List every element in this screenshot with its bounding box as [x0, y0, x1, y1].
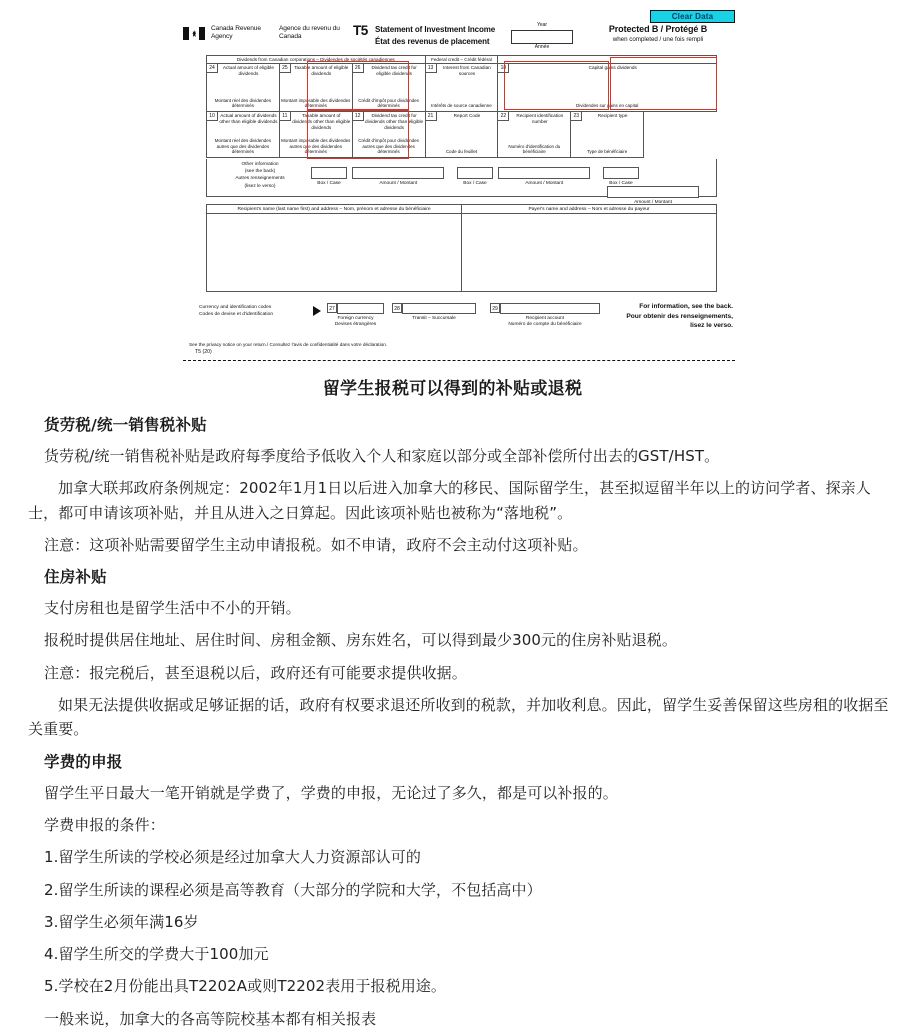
list-item: 4.留学生所交的学费大于100加元 [44, 945, 269, 964]
other-info-pair-1 [311, 167, 444, 186]
other-info-pair-2 [457, 167, 590, 186]
box-label-fr: Montant imposable des dividendes autres que des dividendes déterminés [281, 138, 351, 155]
year-label-en: Year [536, 22, 548, 28]
paragraph: 报税时提供居住地址、居住时间、房租金额、房东姓名，可以得到最少300元的住房补贴退税。 [44, 631, 677, 650]
box-label-en: Capital gains dividends [588, 65, 637, 70]
arrow-right-icon [313, 306, 321, 316]
box-label-fr: Intérêts de source canadienne [431, 103, 492, 109]
list-item: 3.留学生必须年满16岁 [44, 912, 199, 931]
box-label-fr: Dividendes sur gains en capital [576, 103, 639, 109]
field-28-group [392, 303, 476, 322]
other-info-amount-caption: Amount / Montant [379, 180, 418, 186]
paragraph: 留学生平日最大一笔开销就是学费了，学费的申报，无论过了多久，都是可以补报的。 [44, 783, 618, 802]
other-info-amount-input-1[interactable] [352, 167, 444, 179]
agency-name-en: Canada Revenue Agency [211, 25, 261, 41]
box-label-en: Report Code [453, 113, 481, 118]
box-label-en: Taxable amount of eligible dividends [294, 65, 349, 76]
list-item: 5.学校在2月份能出具T2202A或则T2202表用于报税用途。 [44, 977, 446, 996]
field-27-caption: Foreign currency Devises étrangères [334, 315, 377, 328]
currency-label: Currency and identification codes Codes de devise et d'identification [199, 305, 274, 318]
box-number: 10 [207, 112, 218, 121]
box-label-en: Interest from Canadian sources [443, 65, 491, 76]
field-28-input[interactable] [402, 303, 476, 314]
form-version: T5 (20) [195, 349, 212, 355]
t5-form [183, 8, 735, 363]
section-heading-tuition: 学费的申报 [44, 752, 123, 771]
paragraph: 货劳税/统一销售税补贴是政府每季度给予低收入个人和家庭以部分或全部补偿所付出去的GST/HST。 [44, 447, 720, 465]
paragraph: 支付房租也是留学生活中不小的开销。 [44, 599, 301, 618]
box-number: 13 [426, 64, 437, 73]
other-information-label: Other information (see the back) Autres renseignements (lisez le verso) [235, 162, 285, 189]
span-header-dividends: Dividends from Canadian corporations – Dividendes de sociétés canadiennes [207, 56, 426, 64]
year-label-fr: Année [534, 43, 550, 50]
field-28-number: 28 [392, 303, 402, 313]
box-label-en: Actual amount of dividends other than eligible dividends [219, 113, 278, 124]
other-information-row [206, 159, 717, 205]
span-header-federal: Federal credit – Crédit fédéral [425, 56, 498, 64]
other-info-amount-caption: Amount / Montant [525, 180, 564, 186]
form-title-en: Statement of Investment Income [375, 25, 496, 34]
paragraph: 一般来说，加拿大的各高等院校基本都有相关报表 [44, 1009, 377, 1028]
paragraph: 注意：报完税后，甚至退税以后，政府还有可能要求提供收据。 [44, 663, 467, 682]
other-info-pair-3 [603, 167, 716, 205]
form-box-21[interactable] [425, 112, 498, 158]
box-label-en: Recipient identification number [516, 113, 564, 124]
box-label-fr: Code du feuillet [445, 149, 478, 155]
form-box-22[interactable] [498, 112, 571, 158]
other-info-box-caption: Box / Case [463, 180, 487, 186]
box-label-en: Taxable amount of dividends other than eligible dividends [292, 113, 351, 130]
box-label-en: Actual amount of eligible dividends [222, 65, 274, 76]
agency-name-fr: Agence du revenu du Canada [279, 25, 340, 41]
t5-form-image [0, 0, 905, 370]
cut-line [183, 360, 735, 361]
box-label-fr: Crédit d'impôt pour dividendes déterminés [358, 97, 419, 109]
form-title-fr: État des revenus de placement [375, 36, 490, 46]
field-29-caption: Recipient account Numéro de compte du bénéficiaire [508, 315, 582, 328]
box-label-fr: Montant réel des dividendes autres que des dividendes déterminés [214, 138, 272, 155]
box-label-fr: Numéro d'identification du bénéficiaire [508, 143, 561, 155]
box-number: 24 [207, 64, 218, 73]
protected-level: Protected B / Protégé B [608, 24, 708, 34]
section-heading-housing: 住房补贴 [44, 568, 107, 587]
form-box-13[interactable] [425, 64, 498, 112]
box-number: 22 [498, 112, 509, 121]
box-number: 12 [353, 112, 364, 121]
other-info-box-caption: Box / Case [317, 180, 341, 186]
box-number: 18 [498, 64, 509, 73]
other-info-amount-caption: Amount / Montant [634, 199, 672, 205]
field-28-caption: Transit – Succursale [412, 315, 456, 321]
info-back-notice: For information, see the back. Pour obtenir des renseignements, lisez le verso. [626, 303, 733, 330]
other-info-amount-input-2[interactable] [498, 167, 590, 179]
paragraph: 学费申报的条件： [44, 815, 165, 834]
payer-header: Payer's name and address – Nom et adresse du payeur [462, 205, 716, 214]
form-grid [206, 55, 717, 158]
box-number: 23 [571, 112, 582, 121]
field-27-input[interactable] [337, 303, 384, 314]
box-label-en: Dividend tax credit for dividends other than eligible dividends [365, 113, 424, 130]
protected-notice [581, 24, 735, 43]
form-box-18[interactable] [498, 64, 717, 112]
field-29-number: 29 [490, 303, 500, 313]
form-box-11[interactable] [279, 112, 352, 158]
paragraph: 加拿大联邦政府条例规定：2002年1月1日以后进入加拿大的移民、国际留学生，甚至拟逗留半年以上的访问学者、探亲人士，都可申请该项补贴，并且从进入之日算起。因此该项补贴也被称为“落地税”。 [28, 479, 871, 522]
year-field-group [511, 23, 573, 51]
form-box-23[interactable] [571, 112, 644, 158]
other-info-amount-input-3[interactable] [607, 186, 699, 198]
form-code: T5 [353, 23, 368, 38]
section-heading-gst: 货劳税/统一销售税补贴 [44, 416, 207, 434]
currency-row [193, 300, 735, 338]
box-number: 26 [353, 64, 364, 73]
box-label-fr: Crédit d'impôt pour dividendes autres que des dividendes déterminés [358, 138, 419, 155]
payer-section[interactable] [462, 205, 716, 291]
other-info-box-input-2[interactable] [457, 167, 493, 179]
box-number: 11 [280, 112, 291, 121]
span-header-empty [498, 56, 717, 64]
form-box-25[interactable] [279, 64, 352, 112]
article-body [0, 374, 905, 1031]
other-info-box-input-3[interactable] [603, 167, 639, 179]
paragraph: 如果无法提供收据或足够证据的话，政府有权要求退还所收到的税款，并加收利息。因此，留学生妥善保留这些房租的收据至关重要。 [28, 696, 889, 739]
year-input[interactable] [511, 30, 573, 44]
form-box-24[interactable] [207, 64, 280, 112]
paragraph: 注意：这项补贴需要留学生主动申请报税。如不申请，政府不会主动付这项补贴。 [44, 535, 588, 554]
recipient-header: Recipient's name (last name first) and address – Nom, prénom et adresse du bénéficiaire [207, 205, 461, 214]
form-box-26[interactable] [352, 64, 425, 112]
form-box-12[interactable] [352, 112, 425, 158]
list-item: 1.留学生所读的学校必须是经过加拿大人力资源部认可的 [44, 848, 421, 867]
box-label-fr: Montant imposable des dividendes déterminés [281, 97, 351, 109]
form-box-10[interactable] [207, 112, 280, 158]
clear-data-button[interactable]: Clear Data [650, 10, 735, 23]
box-label-fr: Type de bénéficiaire [587, 149, 628, 155]
privacy-notice: See the privacy notice on your return./ Consultez l'avis de confidentialité dans votre déclaration. [189, 342, 388, 347]
field-27-number: 27 [327, 303, 337, 313]
protected-subtext: when completed / une fois rempli [612, 36, 704, 44]
box-number: 25 [280, 64, 291, 73]
box-label-en: Dividend tax credit for eligible dividends [371, 65, 417, 76]
box-label-en: Recipient type [597, 113, 628, 118]
page-title: 留学生报税可以得到的补贴或退税 [322, 379, 583, 399]
form-title [375, 24, 495, 47]
recipient-section[interactable] [207, 205, 462, 291]
other-info-box-input-1[interactable] [311, 167, 347, 179]
list-item: 2.留学生所读的课程必须是高等教育（大部分的学院和大学，不包括高中） [44, 880, 542, 899]
box-number: 21 [426, 112, 437, 121]
box-label-fr: Montant réel des dividendes déterminés [214, 97, 272, 109]
canada-flag-icon [183, 27, 205, 40]
other-info-box-caption: Box / Case [609, 180, 633, 186]
field-27-group [327, 303, 384, 329]
names-block [206, 204, 717, 292]
